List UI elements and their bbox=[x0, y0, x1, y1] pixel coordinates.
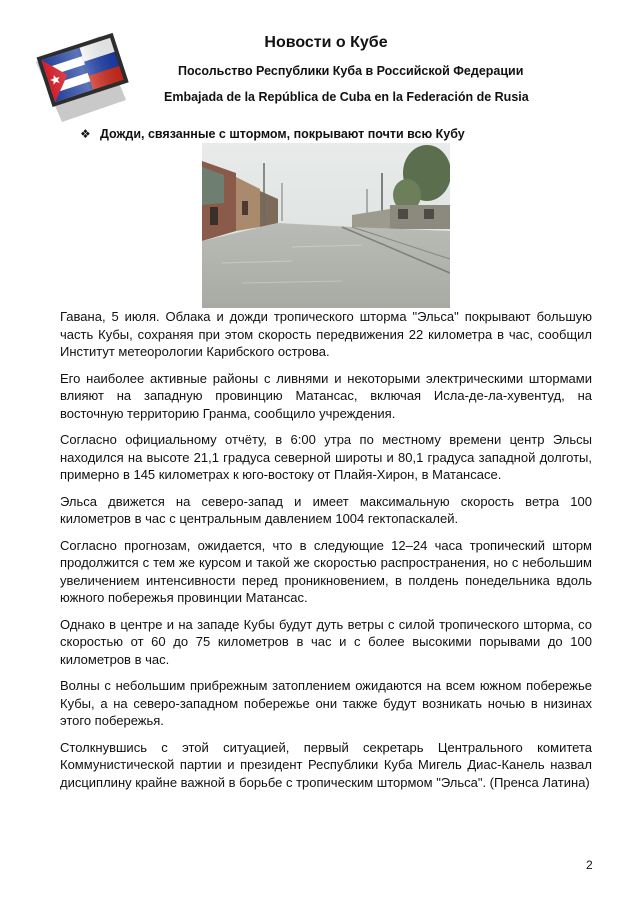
article-body bbox=[60, 308, 592, 800]
embassy-name-es: Embajada de la República de Cuba en la Federación de Rusia bbox=[164, 90, 529, 104]
article-paragraph: Волны с небольшим прибрежным затоплением ожидаются на всем южном побережье Кубы, а на северо-западном побережье они также будут возникать ночью в низинах этого побережья. bbox=[60, 678, 592, 728]
page-title: Новости о Кубе bbox=[264, 34, 388, 51]
article-paragraph: Согласно прогнозам, ожидается, что в следующие 12–24 часа тропический шторм продолжится с тем же курсом и такой же скоростью распространения, но с небольшим увеличением интенсивности перед проникновением, в полдень понедельника вдоль южного побережья провинции Матансас. bbox=[60, 537, 592, 605]
article-paragraph: Гавана, 5 июля. Облака и дожди тропического шторма "Эльса" покрывают большую часть Кубы, сохраняя при этом скорость передвижения 22 километра в час, сообщил Институт метеорологии Карибского острова. bbox=[60, 309, 592, 359]
article-headline bbox=[80, 127, 465, 141]
article-paragraph: Однако в центре и на западе Кубы будут дуть ветры с силой тропического шторма, со скоростью от 60 до 75 километров в час и с более высокими порывами до 100 километров в час. bbox=[60, 616, 592, 667]
headline-text: Дожди, связанные с штормом, покрывают почти всю Кубу bbox=[100, 127, 465, 141]
flooded-street-photo bbox=[202, 143, 450, 308]
article-paragraph: Столкнувшись с этой ситуацией, первый секретарь Центрального комитета Коммунистической партии и президент Республики Куба Мигель Диас-Канель назвал дисциплину крайне важной в борьбе с тропическим штормом "Эльса". (Пренса Латина) bbox=[60, 739, 592, 790]
embassy-name-ru: Посольство Республики Куба в Российской Федерации bbox=[178, 64, 524, 78]
page-number: 2 bbox=[586, 858, 593, 872]
diamond-bullet-icon: ❖ bbox=[80, 127, 91, 141]
article-paragraph: Эльса движется на северо-запад и имеет максимальную скорость ветра 100 километров в час с центральным давлением 1004 гектопаскалей. bbox=[60, 493, 592, 526]
article-paragraph: Согласно официальному отчёту, в 6:00 утра по местному времени центр Эльсы находился на высоте 21,1 градуса северной широты и 80,1 градуса западной долготы, примерно в 145 километрах к юго-востоку от Плайя-Хирон, в Матансасе. bbox=[60, 432, 592, 482]
article-paragraph: Его наиболее активные районы с ливнями и некоторыми электрическими штормами влияют на западную провинцию Матансас, включая Исла-де-ла-хувентуд, на восточную территорию Гранма, сообщило учреждения. bbox=[60, 370, 592, 421]
